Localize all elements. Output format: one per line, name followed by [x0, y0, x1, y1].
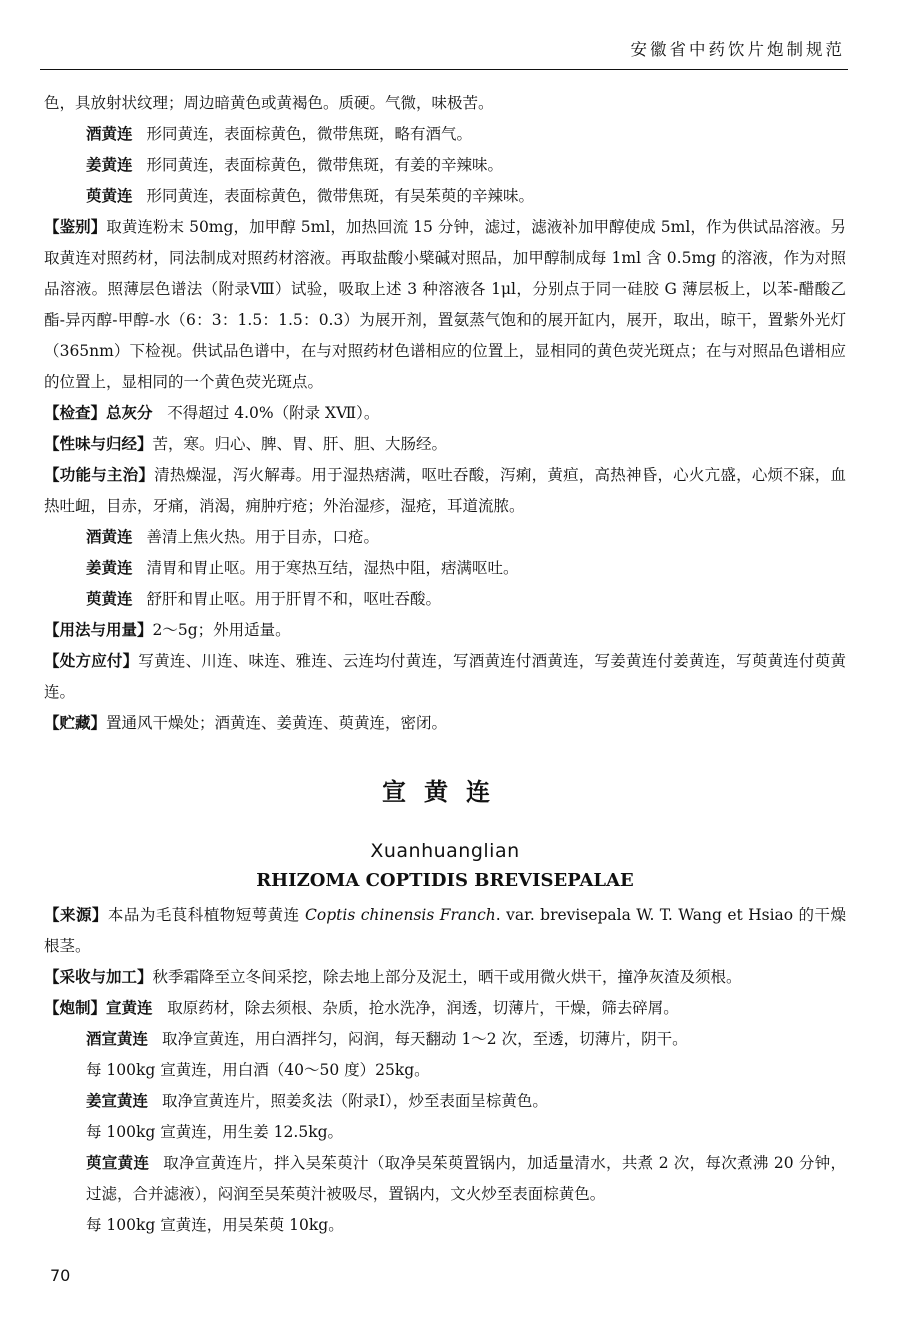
page-number: 70	[50, 1266, 71, 1285]
section-label: 【炮制】宣黄连	[44, 999, 153, 1017]
section-label: 【检查】总灰分	[44, 404, 153, 422]
processing-jiang-ratio: 每 100kg 宣黄连，用生姜 12.5kg。	[86, 1123, 344, 1141]
section-label: 【贮藏】	[44, 714, 107, 732]
monograph-latin-name: RHIZOMA COPTIDIS BREVISEPALAE	[256, 870, 634, 891]
section-text: 取原药材，除去须根、杂质，抢水洗净，润透，切薄片，干燥，筛去碎屑。	[167, 999, 679, 1017]
term-text: 形同黄连，表面棕黄色，微带焦斑，略有酒气。	[146, 125, 473, 143]
page-body	[44, 88, 846, 1241]
section-text: 本品为毛茛科植物短萼黄连	[107, 906, 306, 924]
section-nature	[44, 429, 846, 460]
function-yu	[44, 584, 846, 615]
section-label: 【采收与加工】	[44, 968, 153, 986]
section-label: 【用法与用量】	[44, 621, 153, 639]
function-jiang	[44, 553, 846, 584]
term-label: 姜黄连	[86, 559, 133, 577]
section-prescription	[44, 646, 846, 708]
section-label: 【鉴别】	[44, 218, 107, 236]
processing-yu-ratio: 每 100kg 宣黄连，用吴茱萸 10kg。	[86, 1216, 344, 1234]
section-storage	[44, 708, 846, 739]
term-label: 萸黄连	[86, 590, 133, 608]
section-text: 不得超过 4.0%（附录 XⅦ）。	[167, 404, 380, 422]
section-functions	[44, 460, 846, 522]
term-label: 酒宣黄连	[86, 1030, 149, 1048]
term-label: 酒黄连	[86, 125, 133, 143]
section-text: 苦，寒。归心、脾、胃、肝、胆、大肠经。	[152, 435, 448, 453]
section-text: 置通风干燥处；酒黄连、姜黄连、萸黄连，密闭。	[106, 714, 448, 732]
processing-jiu-ratio: 每 100kg 宣黄连，用白酒（40～50 度）25kg。	[86, 1061, 430, 1079]
term-label: 萸黄连	[86, 187, 133, 205]
section-identification	[44, 212, 846, 398]
section-text-after: . var. brevisepala W. T. Wang et Hsiao 的干燥根茎。	[44, 906, 846, 955]
section-dosage	[44, 615, 846, 646]
section-label: 【来源】	[44, 906, 108, 924]
section-text: 秋季霜降至立冬间采挖，除去地上部分及泥土，晒干或用微火烘干，撞净灰渣及须根。	[152, 968, 742, 986]
paragraph-continuation: 色，具放射状纹理；周边暗黄色或黄褐色。质硬。气微，味极苦。	[44, 94, 494, 112]
section-text: 清热燥湿，泻火解毒。用于湿热痞满，呕吐吞酸，泻痢，黄疸，高热神昏，心火亢盛，心烦不寐，血热吐衄，目赤，牙痛，消渴，痈肿疔疮；外治湿疹，湿疮，耳道流脓。	[44, 466, 846, 515]
term-label: 姜黄连	[86, 156, 133, 174]
section-inspection	[44, 398, 846, 429]
section-source	[44, 900, 846, 962]
section-text: 写黄连、川连、味连、雅连、云连均付黄连，写酒黄连付酒黄连，写姜黄连付姜黄连，写萸黄连付萸黄连。	[44, 652, 846, 701]
processing-yu	[44, 1148, 846, 1210]
section-label: 【处方应付】	[44, 652, 139, 670]
term-label: 姜宣黄连	[86, 1092, 149, 1110]
processed-form-yu	[44, 181, 846, 212]
term-text: 舒肝和胃止呕。用于肝胃不和，呕吐吞酸。	[146, 590, 442, 608]
term-label: 酒黄连	[86, 528, 133, 546]
term-text: 清胃和胃止呕。用于寒热互结，湿热中阻，痞满呕吐。	[146, 559, 519, 577]
term-text: 取净宣黄连片，照姜炙法（附录Ⅰ），炒至表面呈棕黄色。	[162, 1092, 548, 1110]
species-name: Coptis chinensis Franch	[305, 906, 496, 924]
monograph-pinyin: Xuanhuanglian	[370, 840, 520, 862]
processed-form-jiu	[44, 119, 846, 150]
section-label: 【性味与归经】	[44, 435, 153, 453]
section-harvest	[44, 962, 846, 993]
function-jiu	[44, 522, 846, 553]
section-label: 【功能与主治】	[44, 466, 155, 484]
processing-jiu	[44, 1024, 846, 1055]
header-rule	[40, 69, 848, 70]
term-text: 善清上焦火热。用于目赤，口疮。	[146, 528, 380, 546]
section-processing	[44, 993, 846, 1024]
term-text: 形同黄连，表面棕黄色，微带焦斑，有姜的辛辣味。	[146, 156, 504, 174]
term-text: 取净宣黄连，用白酒拌匀，闷润，每天翻动 1～2 次，至透，切薄片，阴干。	[162, 1030, 688, 1048]
section-text: 2～5g；外用适量。	[152, 621, 291, 639]
term-text: 形同黄连，表面棕黄色，微带焦斑，有吴茱萸的辛辣味。	[146, 187, 535, 205]
term-label: 萸宣黄连	[86, 1154, 150, 1172]
term-text: 取净宣黄连片，拌入吴茱萸汁（取净吴茱萸置锅内，加适量清水，共煮 2 次，每次煮沸 20 分钟，过滤，合并滤液），闷润至吴茱萸汁被吸尽，置锅内，文火炒至表面棕黄色。	[86, 1154, 846, 1203]
processed-form-jiang	[44, 150, 846, 181]
running-header: 安徽省中药饮片炮制规范	[630, 40, 845, 59]
processing-jiang	[44, 1086, 846, 1117]
monograph-title: 宣黄连	[382, 778, 508, 806]
section-text: 取黄连粉末 50mg，加甲醇 5ml，加热回流 15 分钟，滤过，滤液补加甲醇使成 5ml，作为供试品溶液。另取黄连对照药材，同法制成对照药材溶液。再取盐酸小檗碱对照品，加甲醇制成每 1ml 含 0.5mg 的溶液，作为对照品溶液。照薄层色谱法（附录Ⅷ）试验，吸取上述 3 种溶液各 1μl，分别点于同一硅胶 G 薄层板上，以苯-醋酸乙酯-异丙醇-甲醇-水（6：3：1.5：1.5：0.3）为展开剂，置氨蒸气饱和的展开缸内，展开，取出，晾干，置紫外光灯（365nm）下检视。供试品色谱中，在与对照药材色谱相应的位置上，显相同的黄色荧光斑点；在与对照品色谱相应的位置上，显相同的一个黄色荧光斑点。	[44, 218, 846, 391]
